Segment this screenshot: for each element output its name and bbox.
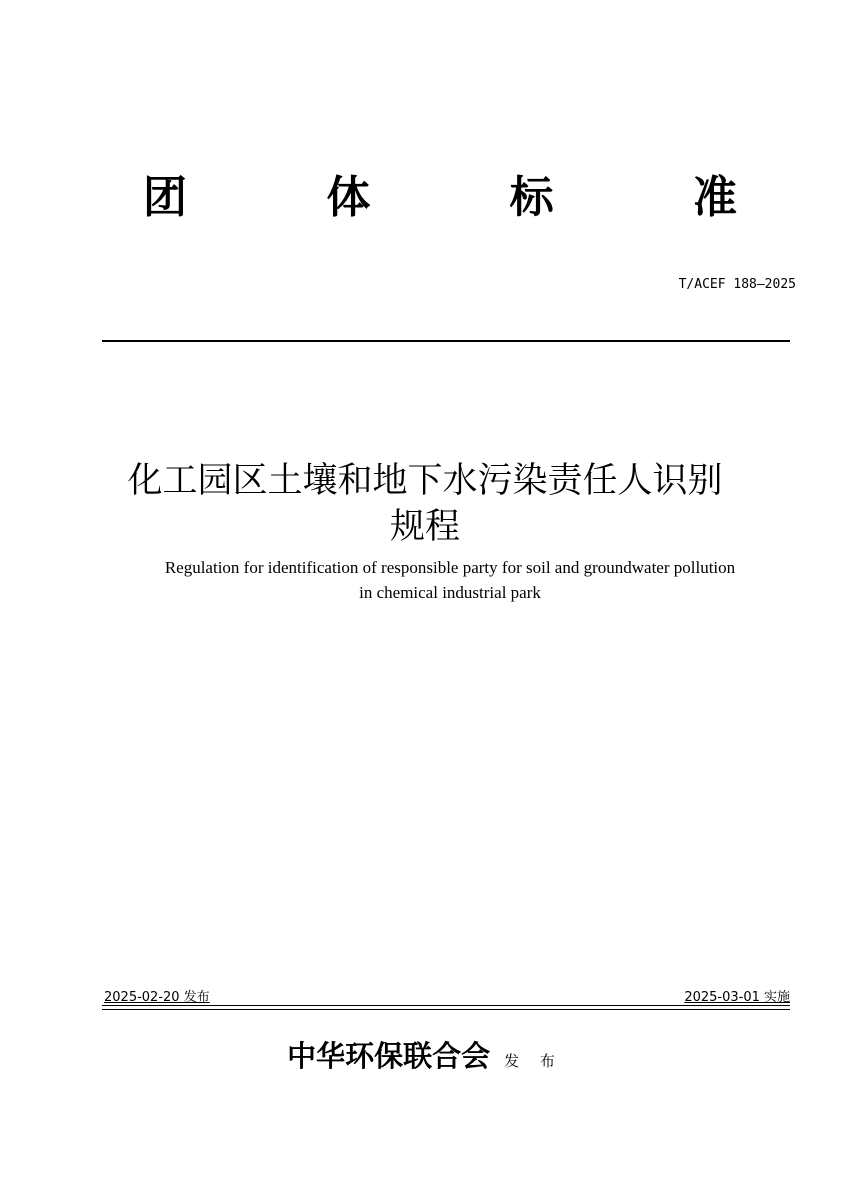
release-date: 2025-02-20 发布 <box>104 990 210 1005</box>
publisher-line <box>0 1036 850 1081</box>
title-zh-line-2: 规程 <box>389 507 460 547</box>
publisher-suffix: 发 布 <box>504 1052 563 1070</box>
standard-type-char: 准 <box>692 172 737 223</box>
document-title-zh <box>60 458 790 550</box>
document-title-en <box>100 555 800 605</box>
implementation-date: 2025-03-01 实施 <box>684 990 790 1005</box>
date-row <box>104 987 790 1007</box>
standard-code: T/ACEF 188—2025 <box>678 277 796 292</box>
standard-type-char: 标 <box>509 172 554 223</box>
bottom-double-divider <box>102 1005 790 1010</box>
standard-type-char: 体 <box>326 172 371 223</box>
publisher-name: 中华环保联合会 <box>287 1039 491 1073</box>
standard-type-heading <box>120 170 760 226</box>
top-divider <box>102 340 790 342</box>
title-zh-line-1: 化工园区土壤和地下水污染责任人识别 <box>127 461 723 501</box>
standard-type-char: 团 <box>143 172 187 223</box>
title-en-line-2: in chemical industrial park <box>359 583 541 602</box>
title-en-line-1: Regulation for identification of responsible party for soil and groundwater pollution <box>164 558 736 577</box>
